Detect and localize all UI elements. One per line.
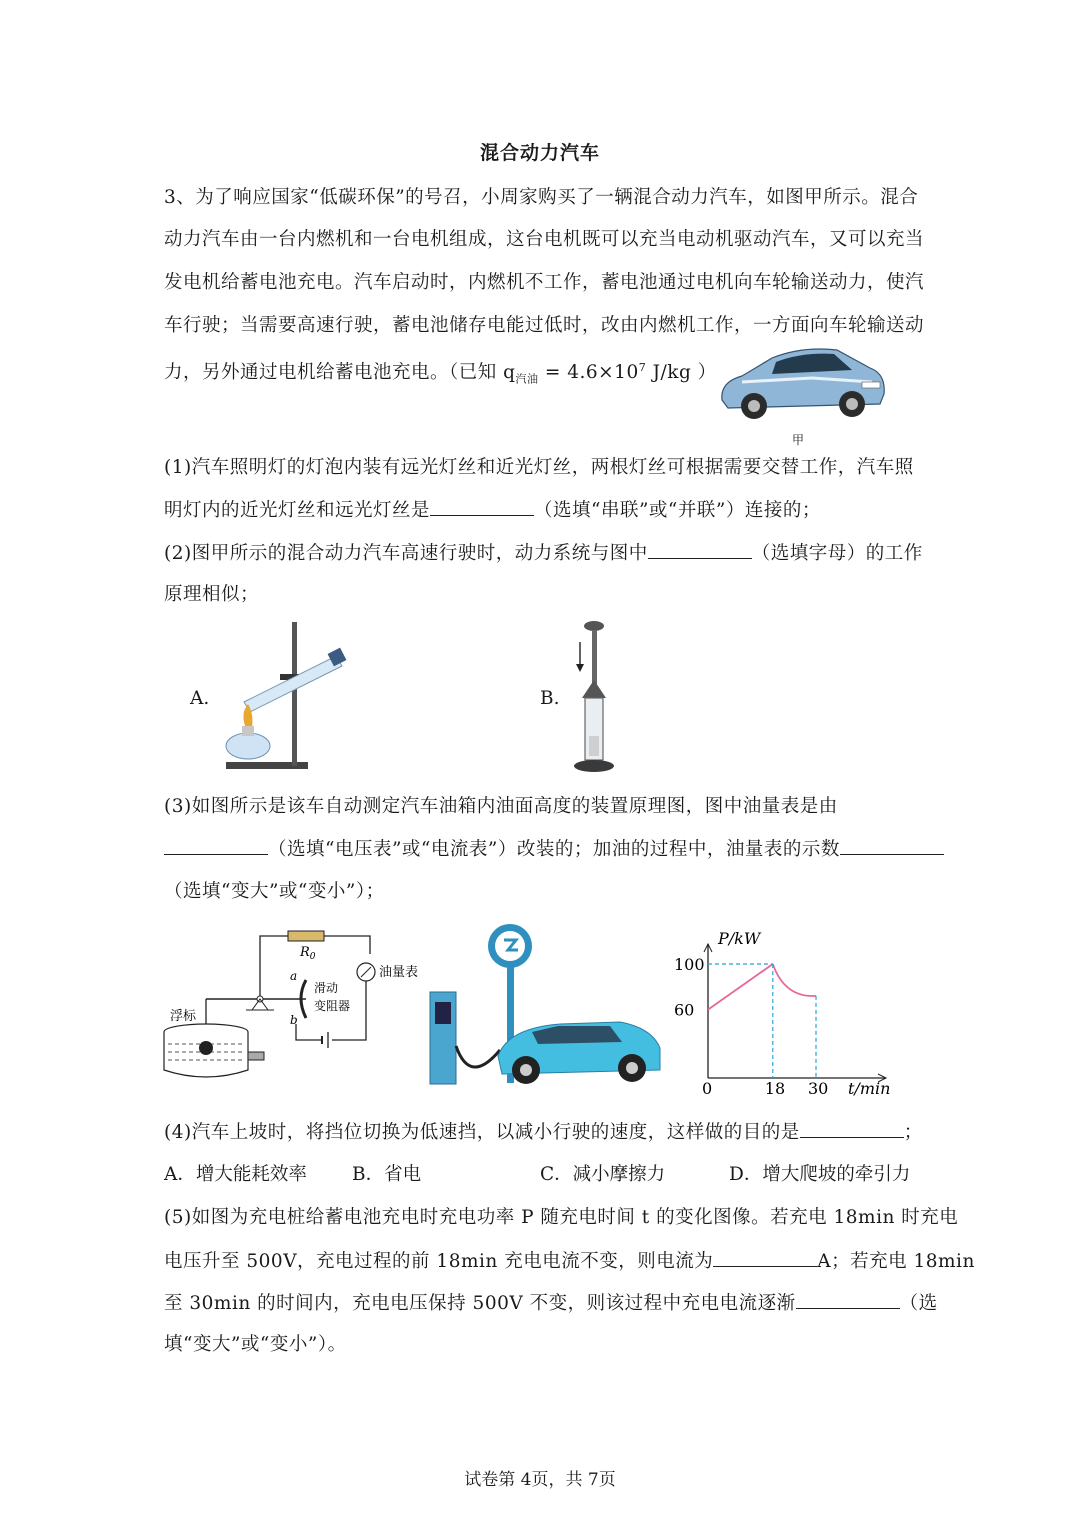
charging-station-image <box>420 918 670 1088</box>
q1-text-a: 明灯内的近光灯丝和远光灯丝是 <box>164 500 431 521</box>
q4-choice-a[interactable]: A．增大能耗效率 <box>164 1164 307 1185</box>
q5-line-1: (5)如图为充电桩给蓄电池充电时充电功率 P 随充电时间 t 的变化图像。若充电 18min 时充电 <box>164 1207 959 1228</box>
q-subscript: 汽油 <box>515 372 539 386</box>
q2-line-2: 原理相似； <box>164 584 260 605</box>
q-exponent: 7 <box>638 360 647 374</box>
intro-line-1: 3、为了响应国家“低碳环保”的号召，小周家购买了一辆混合动力汽车，如图甲所示。混合 <box>164 187 919 208</box>
hybrid-car-image <box>712 338 892 426</box>
rheostat-label-1: 滑动 <box>314 981 339 995</box>
car-caption: 甲 <box>792 433 805 447</box>
q4-choice-d[interactable]: D．增大爬坡的牵引力 <box>729 1164 911 1185</box>
intro-line-3: 发电机给蓄电池充电。汽车启动时，内燃机不工作，蓄电池通过电机向车轮输送动力，使汽 <box>164 272 925 293</box>
power-time-chart <box>668 922 898 1100</box>
q5-answer-blank-1[interactable] <box>713 1246 817 1267</box>
page-footer: 试卷第 4页，共 7页 <box>464 1470 616 1490</box>
float-label: 浮标 <box>170 1009 197 1024</box>
figure-b-compression-igniter <box>568 618 628 776</box>
chart-y-tick-100: 100 <box>674 955 705 974</box>
option-a-label: A. <box>190 688 210 709</box>
q1-answer-blank[interactable] <box>430 495 534 516</box>
q3-answer-blank-2[interactable] <box>840 834 944 855</box>
chart-y-tick-60: 60 <box>674 1000 695 1020</box>
q5-line-2 <box>164 1246 975 1273</box>
q4-line-1 <box>164 1117 923 1144</box>
b-label: b <box>290 1013 298 1027</box>
q4-text-a: (4)汽车上坡时，将挡位切换为低速挡，以减小行驶的速度，这样做的目的是 <box>164 1122 800 1143</box>
q3-line-3: （选填“变大”或“变小”）； <box>164 881 385 902</box>
q2-text-b: （选填字母）的工作 <box>751 543 923 564</box>
q4-answer-blank[interactable] <box>800 1117 904 1138</box>
intro-line-5-prefix: 力，另外通过电机给蓄电池充电。（已知 q <box>164 362 516 383</box>
q1-text-b: （选填“串联”或“并联”）连接的； <box>534 500 821 521</box>
intro-line-2: 动力汽车由一台内燃机和一台电机组成，这台电机既可以充当电动机驱动汽车，又可以充当 <box>164 229 925 250</box>
page-title: 混合动力汽车 <box>479 142 600 164</box>
q-value: = 4.6×10 <box>538 362 639 383</box>
q3-text-a: （选填“电压表”或“电流表”）改装的；加油的过程中，油量表的示数 <box>268 839 840 860</box>
q2-text-a: (2)图甲所示的混合动力汽车高速行驶时，动力系统与图中 <box>164 543 648 564</box>
q4-text-b: ； <box>903 1122 923 1143</box>
q2-answer-blank[interactable] <box>648 538 752 559</box>
chart-x-tick-30: 30 <box>808 1079 829 1098</box>
r0-label: $R_0$ <box>300 945 316 962</box>
chart-x-tick-0: 0 <box>702 1079 713 1098</box>
figure-a-heated-tube <box>218 618 358 774</box>
chart-y-label: P/kW <box>718 929 761 948</box>
intro-line-5 <box>164 358 717 387</box>
chart-x-label: t/min <box>848 1079 891 1098</box>
q3-line-2 <box>164 834 944 861</box>
chart-series-falling-curve <box>773 964 816 996</box>
q5-text-c: 至 30min 的时间内，充电电压保持 500V 不变，则该过程中充电电流逐渐 <box>164 1293 796 1314</box>
fuel-gauge-circuit <box>160 924 430 1086</box>
q4-choice-b[interactable]: B．省电 <box>352 1164 422 1185</box>
q-unit: J/kg ） <box>646 362 717 383</box>
rheostat-label-2: 变阻器 <box>314 999 351 1013</box>
q5-line-4: 填“变大”或“变小”）。 <box>164 1334 347 1355</box>
q5-text-d: （选 <box>899 1293 938 1314</box>
q2-line-1 <box>164 538 923 565</box>
q5-line-3 <box>164 1288 938 1315</box>
option-b-label: B. <box>540 688 560 709</box>
meter-label: 油量表 <box>379 965 419 980</box>
q5-answer-blank-2[interactable] <box>796 1288 900 1309</box>
chart-x-tick-18: 18 <box>764 1079 786 1098</box>
intro-line-4: 车行驶；当需要高速行驶，蓄电池储存电能过低时，改由内燃机工作，一方面向车轮输送动 <box>164 315 925 336</box>
q1-line-2 <box>164 495 821 522</box>
q5-text-b: A；若充电 18min <box>817 1251 975 1272</box>
chart-series-rising-segment <box>708 964 773 1010</box>
q4-choice-c[interactable]: C．减小摩擦力 <box>540 1164 666 1185</box>
q3-line-1: (3)如图所示是该车自动测定汽车油箱内油面高度的装置原理图，图中油量表是由 <box>164 796 838 817</box>
q5-text-a: 电压升至 500V，充电过程的前 18min 充电电流不变，则电流为 <box>164 1251 714 1272</box>
q1-line-1: (1)汽车照明灯的灯泡内装有远光灯丝和近光灯丝，两根灯丝可根据需要交替工作，汽车照 <box>164 457 914 478</box>
q3-answer-blank-1[interactable] <box>164 834 268 855</box>
a-label: a <box>290 969 298 983</box>
